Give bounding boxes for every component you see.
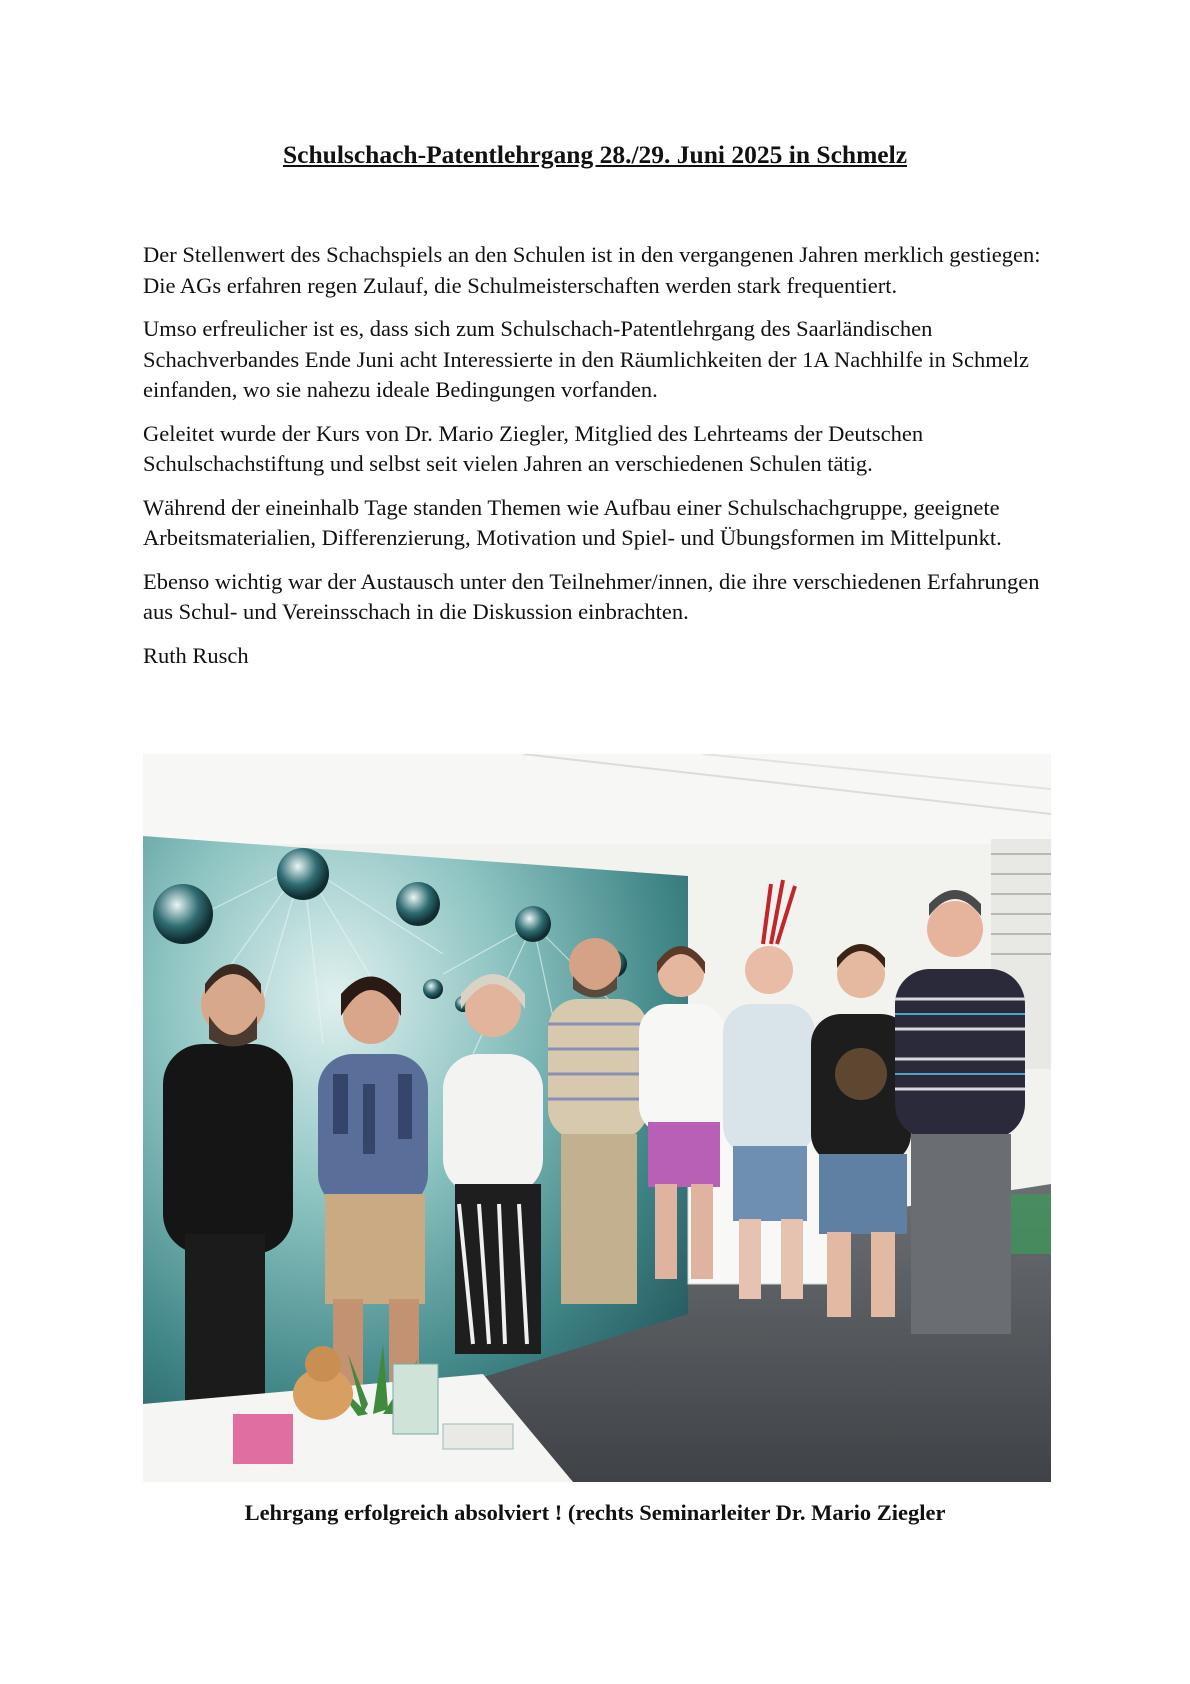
page-title: Schulschach-Patentlehrgang 28./29. Juni 2025 in Schmelz — [282, 140, 908, 169]
paragraph-3: Geleitet wurde der Kurs von Dr. Mario Ziegler, Mitglied des Lehrteams der Deutschen Schulschachstiftung und selbst seit vielen Jahren an verschiedenen Schulen tätig. — [143, 420, 924, 476]
article-body — [143, 240, 1063, 684]
group-photo — [143, 754, 1051, 1482]
paragraph-2: Umso erfreulicher ist es, dass sich zum Schulschach-Patentlehrgang des Saarländischen Schachverbandes Ende Juni acht Interessierte in den Räumlichkeiten der 1A Nachhilfe in Schmelz einfanden, wo sie nahezu ideale Bedingungen vorfanden. — [143, 316, 1029, 402]
paragraph-1 — [143, 240, 1063, 301]
author-name: Ruth Rusch — [143, 642, 249, 668]
paragraph-1-line-1: Der Stellenwert des Schachspiels an den Schulen ist in den vergangenen Jahren merklich gestiegen: — [143, 242, 1041, 267]
paragraph-1-line-2: Die AGs erfahren regen Zulauf, die Schulmeisterschaften werden stark frequentiert. — [143, 272, 898, 298]
paragraph-4: Während der eineinhalb Tage standen Themen wie Aufbau einer Schulschachgruppe, geeignete Arbeitsmaterialien, Differenzierung, Motivation und Spiel- und Übungsformen im Mittelpunkt. — [143, 494, 1002, 550]
photo-caption: Lehrgang erfolgreich absolviert ! (rechts Seminarleiter Dr. Mario Ziegler — [244, 1500, 946, 1525]
paragraph-5: Ebenso wichtig war der Austausch unter den Teilnehmer/innen, die ihre verschiedenen Erfahrungen aus Schul- und Vereinsschach in die Diskussion einbrachten. — [143, 568, 1040, 624]
